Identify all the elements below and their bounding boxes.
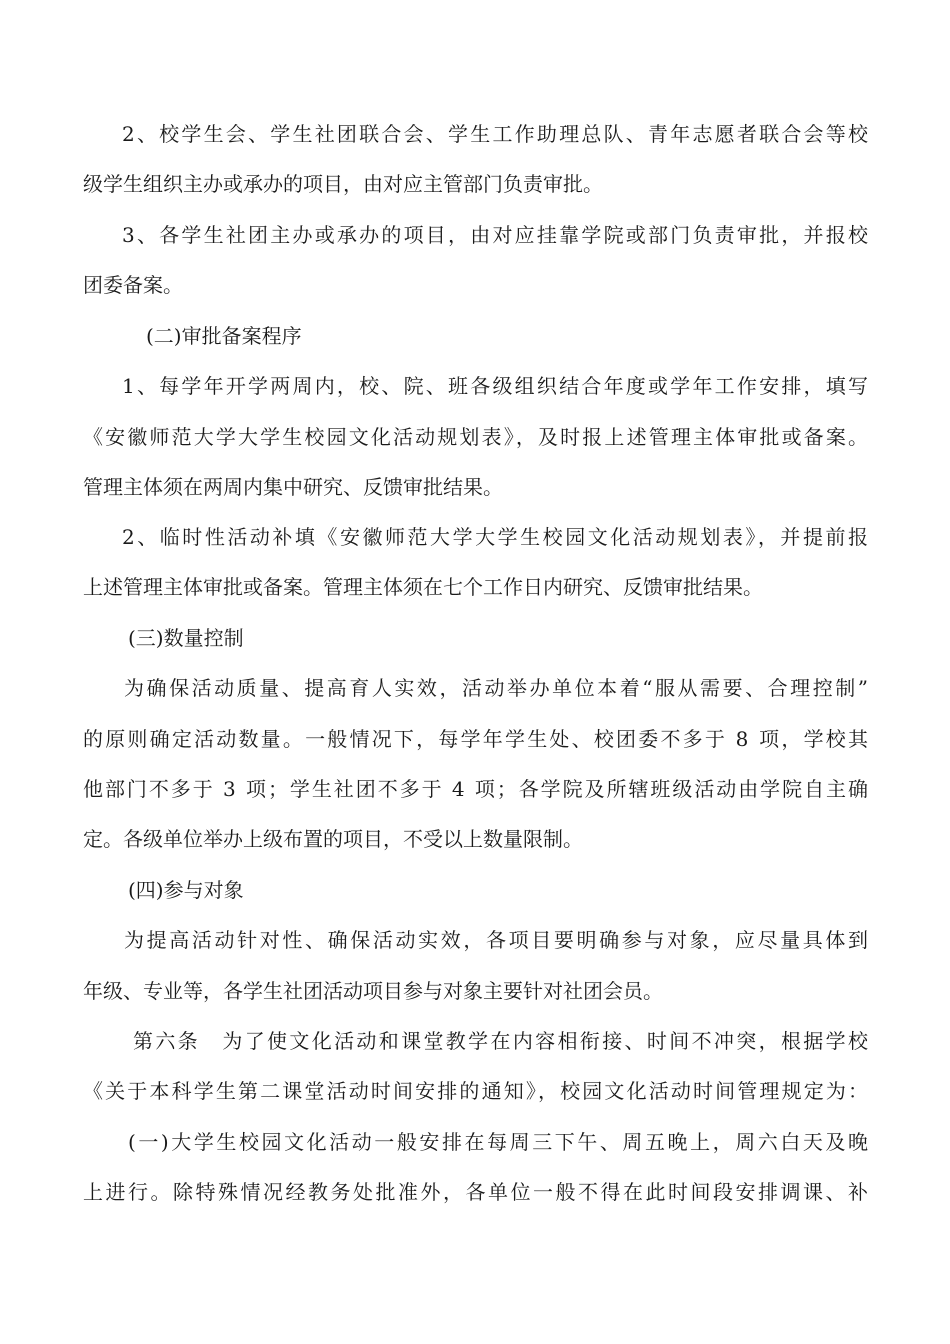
- paragraph-line: [83, 1074, 871, 1108]
- paragraph-line: [0, 923, 871, 957]
- paragraph-line: [83, 470, 868, 504]
- line-text: 年级、专业等，各学生社团活动项目参与对象主要针对社团会员。: [83, 979, 663, 1003]
- paragraph-line: [83, 167, 868, 201]
- paragraph-line: [0, 218, 871, 252]
- paragraph-line: [83, 1175, 871, 1209]
- paragraph-line: [0, 117, 871, 151]
- paragraph-line: [83, 772, 868, 806]
- section-heading: [146, 319, 846, 353]
- line-text: 他部门不多于 3 项；学生社团不多于 4 项；各学院及所辖班级活动由学院自主确: [83, 777, 870, 801]
- paragraph-line: [0, 671, 871, 705]
- line-text: (一)大学生校园文化活动一般安排在每周三下午、周五晚上，周六白天及晚: [128, 1130, 871, 1154]
- line-text: 定。各级单位举办上级布置的项目，不受以上数量限制。: [83, 827, 583, 851]
- paragraph-line: [83, 822, 868, 856]
- heading-text: (二)审批备案程序: [146, 324, 302, 348]
- article-line: [0, 1024, 871, 1058]
- heading-text: (四)参与对象: [128, 878, 244, 902]
- line-text: 上述管理主体审批或备案。管理主体须在七个工作日内研究、反馈审批结果。: [83, 575, 763, 599]
- line-text: 第六条 为了使文化活动和课堂教学在内容相衔接、时间不冲突，根据学校: [133, 1029, 871, 1053]
- paragraph-line: [0, 520, 871, 554]
- section-heading: [128, 873, 828, 907]
- line-text: 的原则确定活动数量。一般情况下，每学年学生处、校团委不多于 8 项，学校其: [83, 727, 871, 751]
- line-text: 团委备案。: [83, 273, 183, 297]
- line-text: 《安徽师范大学大学生校园文化活动规划表》，及时报上述管理主体审批或备案。: [83, 425, 871, 449]
- paragraph-line: [83, 420, 871, 454]
- paragraph-line: [83, 974, 868, 1008]
- line-text: 为确保活动质量、提高育人实效，活动举办单位本着“服从需要、合理控制”: [124, 676, 871, 700]
- section-heading: [128, 621, 828, 655]
- paragraph-line: [0, 369, 871, 403]
- line-text: 2、临时性活动补填《安徽师范大学大学生校园文化活动规划表》，并提前报: [122, 525, 871, 549]
- line-text: 为提高活动针对性、确保活动实效，各项目要明确参与对象，应尽量具体到: [124, 928, 871, 952]
- line-text: 2、校学生会、学生社团联合会、学生工作助理总队、青年志愿者联合会等校: [122, 122, 871, 146]
- line-text: 1、每学年开学两周内，校、院、班各级组织结合年度或学年工作安排，填写: [122, 374, 871, 398]
- paragraph-line: [83, 570, 868, 604]
- line-text: 级学生组织主办或承办的项目，由对应主管部门负责审批。: [83, 172, 603, 196]
- heading-text: (三)数量控制: [128, 626, 244, 650]
- paragraph-line: [83, 722, 871, 756]
- line-text: 《关于本科学生第二课堂活动时间安排的通知》，校园文化活动时间管理规定为：: [83, 1079, 871, 1103]
- paragraph-line: [0, 1125, 871, 1159]
- line-text: 3、各学生社团主办或承办的项目，由对应挂靠学院或部门负责审批，并报校: [122, 223, 871, 247]
- line-text: 上进行。除特殊情况经教务处批准外，各单位一般不得在此时间段安排调课、补: [83, 1180, 871, 1204]
- line-text: 管理主体须在两周内集中研究、反馈审批结果。: [83, 475, 503, 499]
- paragraph-line: [83, 268, 868, 302]
